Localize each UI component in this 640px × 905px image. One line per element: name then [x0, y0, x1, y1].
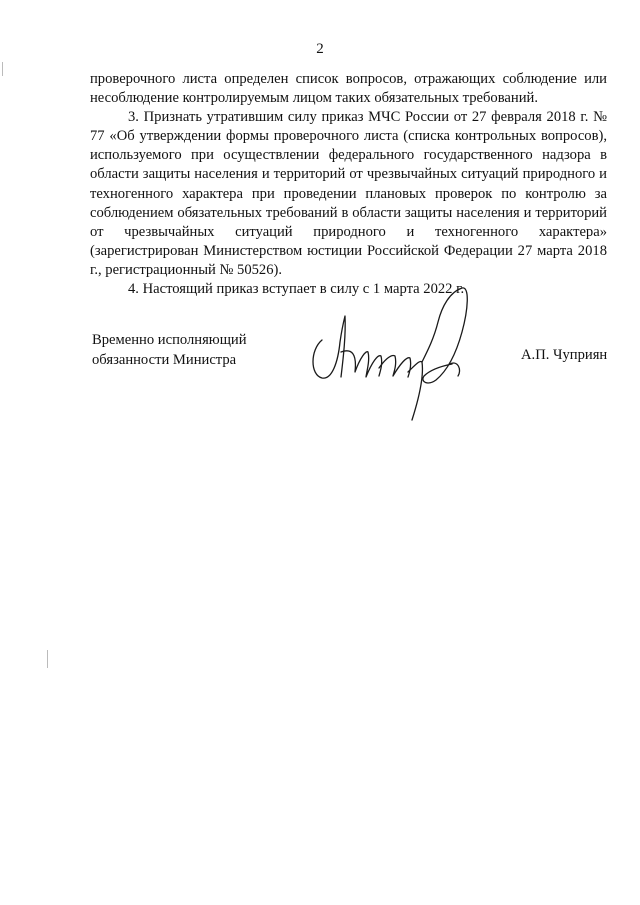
- scan-edge-mark: [47, 650, 48, 668]
- page-number: 2: [316, 41, 324, 57]
- handwritten-signature: [300, 280, 500, 430]
- paragraph-4: 4. Настоящий приказ вступает в силу с 1 марта 2022 г.: [128, 281, 465, 298]
- signatory-position: [92, 331, 247, 370]
- position-line-2: обязанности Министра: [92, 351, 237, 368]
- paragraph-continuation: проверочного листа определен список вопросов, отражающих соблюдение или несоблюдение контролируемым лицом таких обязательных требований.: [90, 71, 607, 107]
- paragraph-3: 3. Признать утратившим силу приказ МЧС России от 27 февраля 2018 г. № 77 «Об утверждении формы проверочного листа (списка контрольных вопросов), используемого при осуществлении федерального государственного надзора в области защиты населения и территорий от чрезвычайных ситуаций природного и техногенного характера при проведении плановых проверок по контролю за соблюдением обязательных требований в области защиты населения и территорий от чрезвычайных ситуаций природного и техногенного характера» (зарегистрирован Министерством юстиции Российской Федерации 27 марта 2018 г., регистрационный № 50526).: [90, 109, 607, 278]
- position-line-1: Временно исполняющий: [92, 332, 247, 348]
- scan-edge-mark: [2, 62, 3, 76]
- signatory-name: А.П. Чуприян: [521, 347, 608, 363]
